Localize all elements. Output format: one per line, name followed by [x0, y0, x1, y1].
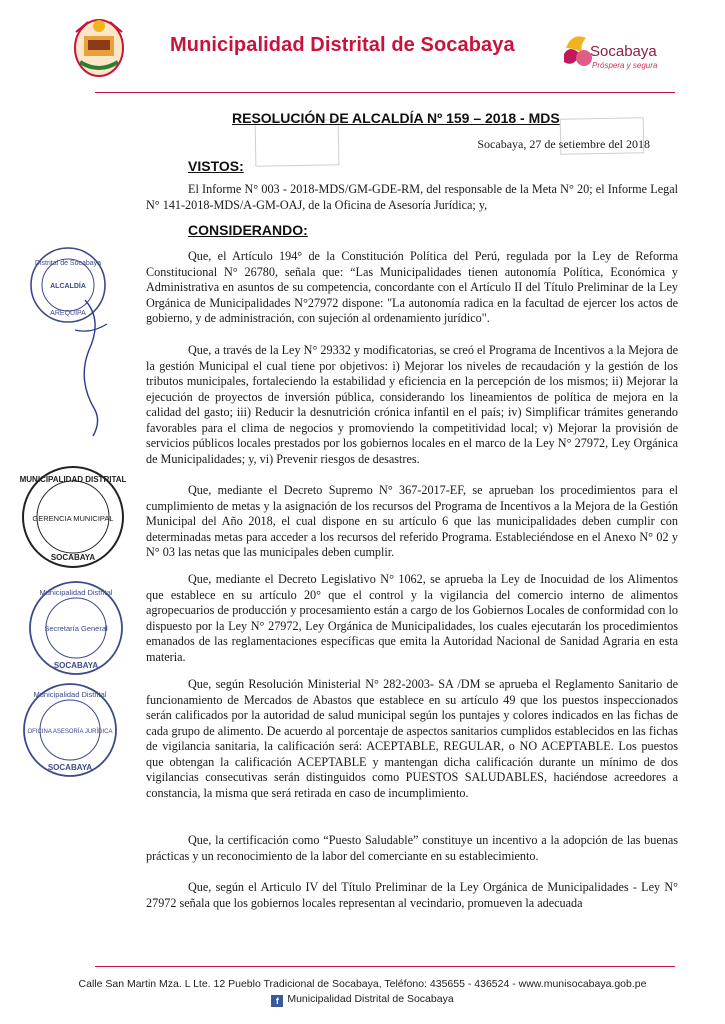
considerando-heading: CONSIDERANDO:	[188, 222, 308, 238]
letterhead	[0, 0, 725, 100]
brand-name: Socabaya	[590, 43, 657, 60]
municipality-title: Municipalidad Distrital de Socabaya	[170, 34, 515, 56]
considerando-paragraph: Que, el Artículo 194° de la Constitución Política del Perú, regulada por la Ley de Reforma Constitucional N° 26780, señala que: “Las Municipalidades tienen autonomía Política, Económica y Administrativa en asuntos de su competencia, concordante con el Artículo II del Título Preliminar de la Ley Orgánica de Municipalidades N°27972 dispone: "La autonomía radica en la facultad de ejercer los actos de gobierno, y de administración, con sujeción al ordenamiento jurídico".	[146, 249, 678, 325]
vistos-heading: VISTOS:	[188, 158, 244, 174]
seal-top-text: Distrital de Socabaya	[34, 260, 102, 267]
seal-center-text: GERENCIA MUNICIPAL	[32, 514, 114, 523]
seal-bottom-text: AREQUIPA	[50, 310, 86, 317]
seal-top-text: Municipalidad Distrital	[33, 690, 107, 699]
resolution-title: RESOLUCIÓN DE ALCALDÍA Nº 159 – 2018 - MDS	[232, 110, 560, 126]
considerando-paragraph: Que, según el Articulo IV del Título Preliminar de la Ley Orgánica de Municipalidades - Ley N° 27972 señala que los gobiernos locales representan al vecindario, promueven la adecuada	[146, 880, 678, 910]
footer-divider	[95, 966, 675, 967]
vistos-text: El Informe N° 003 - 2018-MDS/GM-GDE-RM, del responsable de la Meta N° 20; el Informe Legal N° 141-2018-MDS/A-GM-OAJ, de la Oficina de Asesoría Jurídica; y,	[146, 182, 678, 212]
seal-bottom-text: SOCABAYA	[53, 661, 99, 670]
seal-center-text: ALCALDÍA	[50, 283, 86, 290]
footer-org-name: Municipalidad Distrital de Socabaya	[287, 993, 454, 1005]
handwritten-signature	[55, 290, 115, 445]
seal-center-text: OFICINA ASESORÍA JURÍDICA	[27, 729, 113, 735]
considerando-paragraph: Que, mediante el Decreto Supremo N° 367-2017-EF, se aprueban los procedimientos para el cumplimiento de metas y la asignación de los recursos del Programa de Incentivos a la Mejora de la Gestión Municipal del Año 2018, el cual dispone en su artículo 6 que las municipalidades deben cumplir con determinadas metas para acceder a los recursos del referido Programa. Estableciéndose en el Anexo N° 02 y N° 03 las netas que las municipales deben cumplir.	[146, 483, 678, 559]
asesoria-juridica-seal	[20, 680, 120, 780]
facebook-icon: f	[271, 995, 283, 1007]
municipal-crest-logo	[66, 12, 132, 82]
secretaria-general-seal	[26, 578, 126, 678]
seal-top-text: Municipalidad Distrital	[39, 588, 113, 597]
seal-bottom-text: SOCABAYA	[50, 553, 96, 562]
faint-received-stamp	[255, 119, 340, 166]
considerando-paragraph: Que, la certificación como “Puesto Saludable” constituye un incentivo a la adopción de las buenas prácticas y un reconocimiento de la labor del comerciante en su establecimiento.	[146, 833, 678, 863]
gerencia-municipal-seal	[18, 462, 128, 572]
resolution-date: Socabaya, 27 de setiembre del 2018	[477, 137, 650, 151]
header-divider	[95, 92, 675, 93]
seal-center-text: Secretaría General	[44, 624, 108, 633]
considerando-paragraph: Que, según Resolución Ministerial N° 282-2003- SA /DM se aprueba el Reglamento Sanitario de funcionamiento de Mercados de Abastos que establece en su artículo 49 que los puestos inspeccionados serán calificados por la autoridad de salud municipal según los puntajes y colores indicados en las fichas de cada grupo de alimento. De acuerdo al porcentaje de aspectos sanitarios cumplidos establecidos en las fichas de vigilancia sanitaria, la calificación será: ACEPTABLE, REGULAR, o NO ACEPTABLE. Los puestos que obtengan la calificación ACEPTABLE y mantengan dicha calificación durante un mínimo de dos vigilancias consecutivas serán distinguidos como PUESTOS SALUDABLES, haciéndose acreedores a constancia, la misma que será retirada en caso de incumplimiento.	[146, 677, 678, 800]
seal-top-text: MUNICIPALIDAD DISTRITAL	[19, 475, 127, 484]
seal-bottom-text: SOCABAYA	[47, 763, 93, 772]
considerando-paragraph: Que, a través de la Ley N° 29332 y modificatorias, se creó el Programa de Incentivos a la Mejora de la gestión Municipal el cual tiene por objetivos: i) Mejorar los niveles de recaudación y la gestión de los tributos municipales, fortaleciendo la estabilidad y eficiencia en la percepción de los mismos; ii) Mejorar la ejecución de proyectos de inversión pública, considerando los lineamientos de política de mejora en la calidad del gasto; iii) Reducir la desnutrición crónica infantil en el país; iv) Simplificar trámites generando favorables para el clima de negocios y promoviendo la competitividad local; v) Mejorar la provisión de servicios públicos locales prestados por los gobiernos locales en el marco de la Ley N° 27972, Ley Orgánica de Municipalidades; y, vi) Prevenir riesgos de desastres.	[146, 343, 678, 466]
considerando-paragraph: Que, mediante el Decreto Legislativo N° 1062, se aprueba la Ley de Inocuidad de los Alimentos que establece en su artículo 20° que el control y la vigilancia del comercio interno de alimentos agropecuarios de producción y procesamiento están a cargo de los Gobiernos Locales de conformidad con lo dispuesto por la Ley N° 27972, Ley Orgánica de Municipalidades, los cuales ejecutarán los procedimientos emanados de las reglamentaciones específicas que emita la Autoridad Nacional de Sanidad Agraria en esta materia.	[146, 572, 678, 664]
footer-address: Calle San Martin Mza. L Lte. 12 Pueblo Tradicional de Socabaya, Teléfono: 435655 - 436524 - www.munisocabaya.gob.pe	[78, 978, 647, 990]
footer-org-line	[0, 993, 725, 1007]
brand-tagline: Próspera y segura	[592, 61, 658, 70]
